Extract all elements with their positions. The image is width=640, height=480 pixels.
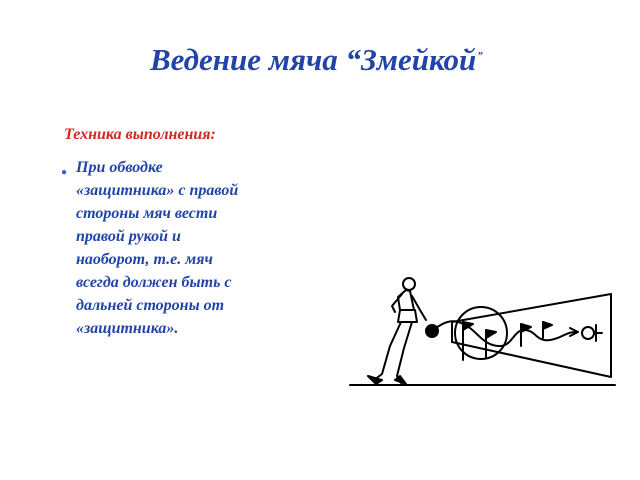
technique-bullet-list <box>60 156 310 340</box>
bullet-line: правой рукой и <box>76 228 181 245</box>
bullet-line: При обводке <box>76 159 163 176</box>
player-head <box>403 278 415 290</box>
player-leg-back <box>374 322 401 380</box>
slide-title-close-quote: ” <box>477 49 483 62</box>
bullet-line: «защитника». <box>76 320 179 337</box>
bullet-line: наоборот, т.е. мяч <box>76 251 213 268</box>
slide-title <box>150 42 483 78</box>
dribbling-illustration <box>340 270 625 395</box>
player-torso <box>398 290 414 310</box>
player-figure <box>368 278 426 384</box>
technique-subtitle: Техника выполнения: <box>64 126 216 143</box>
bullet-line: «защитника» с правой <box>76 182 239 199</box>
flag-icon <box>521 324 531 346</box>
finish-circle <box>582 327 594 339</box>
flag-icon <box>543 322 552 338</box>
player-leg-front <box>397 322 412 383</box>
bullet-line: стороны мяч вести <box>76 205 218 222</box>
player-shoe-back <box>368 376 382 384</box>
player-shorts <box>398 310 417 322</box>
bullet-line: дальней стороны от <box>76 297 225 314</box>
technique-bullet-item <box>60 156 310 340</box>
bullet-dot-icon: ● <box>61 167 68 178</box>
bullet-line: всегда должен быть с <box>76 274 232 291</box>
slide-title-text: Ведение мяча “Змейкой <box>150 42 477 77</box>
